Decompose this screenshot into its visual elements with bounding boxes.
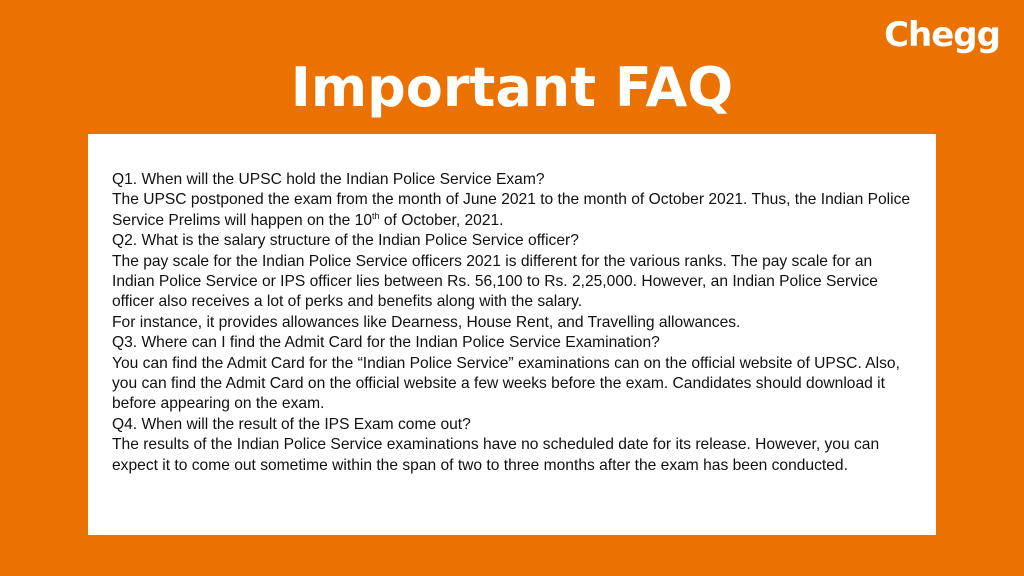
chegg-logo: Chegg: [884, 15, 1000, 55]
faq-answer-4: The results of the Indian Police Service examinations have no scheduled date for its release. However, you can expect it to come out sometime within the span of two to three months after the exam has been conducted.: [112, 436, 880, 474]
faq-card: [88, 134, 936, 535]
page-title: Important FAQ: [290, 56, 734, 119]
faq-question-1: Q1. When will the UPSC hold the Indian Police Service Exam?: [112, 171, 545, 188]
faq-answer-3: You can find the Admit Card for the “Indian Police Service” examinations can on the official website of UPSC. Also, you can find the Admit Card on the official website a few weeks before the exam. Candidates should download it before appearing on the exam.: [112, 354, 900, 413]
faq-answer-1-text-end: of October, 2021.: [379, 211, 504, 229]
faq-answer-2: The pay scale for the Indian Police Service officers 2021 is different for the various ranks. The pay scale for an Indian Police Service or IPS officer lies between Rs. 56,100 to Rs. 2,25,000. However, an Indian Police Service officer also receives a lot of perks and benefits along with the salary.: [112, 252, 878, 311]
faq-answer-1-superscript: th: [372, 210, 380, 221]
faq-question-2: Q2. What is the salary structure of the Indian Police Service officer?: [112, 232, 579, 250]
faq-question-4: Q4. When will the result of the IPS Exam come out?: [112, 415, 471, 433]
faq-answer-1: [112, 190, 916, 231]
faq-list: [112, 170, 916, 476]
faq-answer-2-continued: For instance, it provides allowances like Dearness, House Rent, and Travelling allowances.: [112, 313, 741, 331]
faq-question-3: Q3. Where can I find the Admit Card for the Indian Police Service Examination?: [112, 334, 660, 352]
faq-answer-1-text: The UPSC postponed the exam from the month of June 2021 to the month of October 2021. Thus, the Indian Police Service Prelims will happen on the 10: [112, 191, 911, 229]
